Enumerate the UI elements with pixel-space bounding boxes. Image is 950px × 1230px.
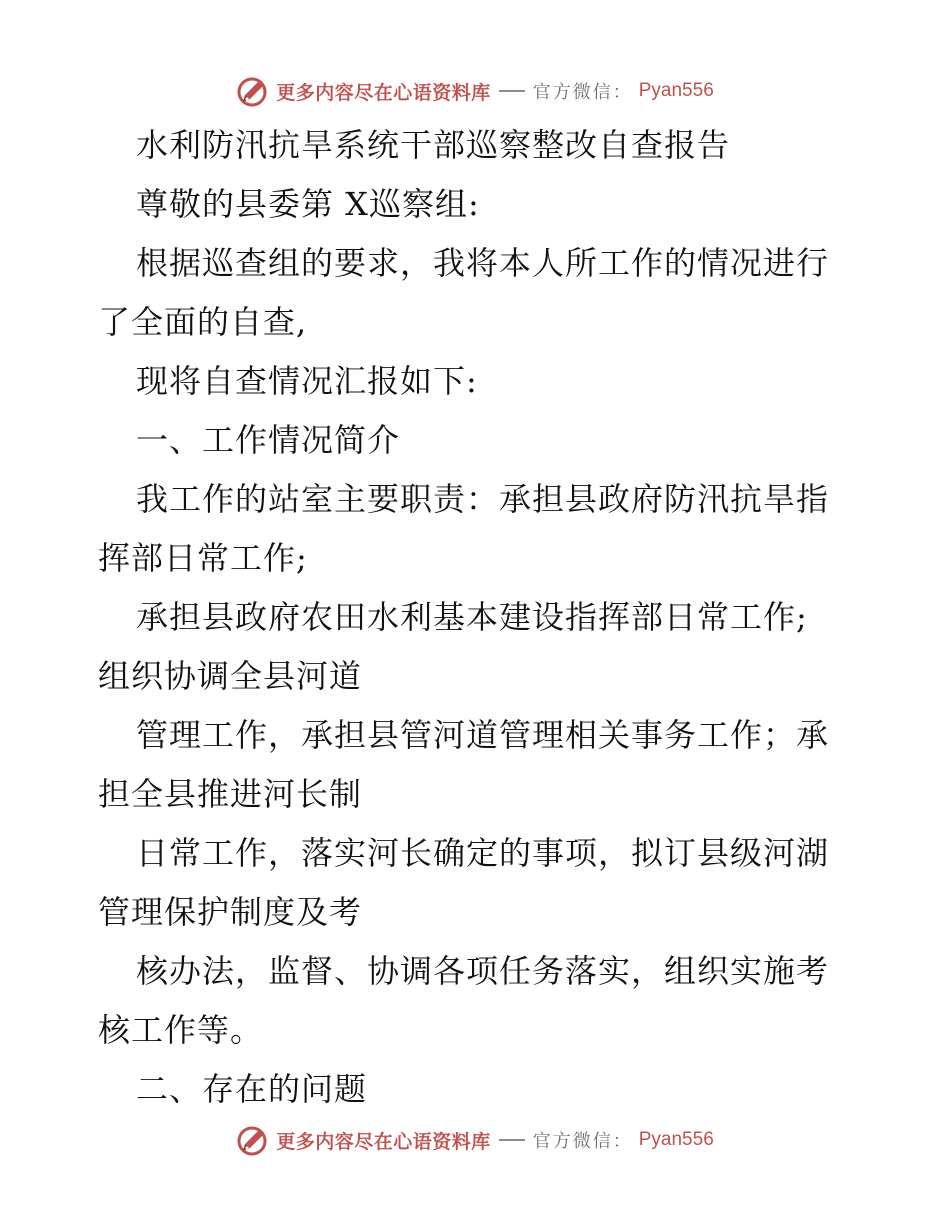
pen-logo-icon [236,1123,270,1157]
paragraph-line: 管理保护制度及考 [98,893,363,931]
paragraph-line: 现将自查情况汇报如下: [136,362,478,400]
paragraph-line: 担全县推进河长制 [98,775,363,813]
watermark-main-text: 更多内容尽在心语资料库 [276,81,491,104]
paragraph-line: 承担县政府农田水利基本建设指挥部日常工作; [136,598,808,636]
watermark-group [236,74,714,108]
paragraph-line: 我工作的站室主要职责：承担县政府防汛抗旱指 [136,480,830,518]
salutation: 尊敬的县委第 X巡察组: [136,185,480,223]
watermark-group [236,1123,714,1157]
footer-watermark [0,1120,950,1160]
watermark-id: Pyan556 [638,80,714,101]
watermark-main-text: 更多内容尽在心语资料库 [276,1130,491,1153]
watermark-dash [499,1139,525,1141]
document-body [98,116,858,1119]
paragraph-line: 管理工作，承担县管河道管理相关事务工作；承 [136,716,830,754]
section-heading: 一、工作情况简介 [136,421,401,459]
paragraph-line: 组织协调全县河道 [98,657,363,695]
paragraph-line: 核办法，监督、协调各项任务落实，组织实施考 [136,952,830,990]
paragraph-line: 挥部日常工作; [98,539,308,577]
document-title: 水利防汛抗旱系统干部巡察整改自查报告 [136,126,731,164]
paragraph-line: 根据巡查组的要求，我将本人所工作的情况进行 [136,244,830,282]
paragraph-line: 核工作等。 [98,1011,264,1049]
watermark-label: 官方微信： [532,82,633,103]
section-heading: 二、存在的问题 [136,1070,368,1108]
watermark-id: Pyan556 [638,1129,714,1150]
pen-logo-icon [236,74,270,108]
header-watermark [0,71,950,111]
paragraph-line: 了全面的自查, [98,303,308,341]
watermark-label: 官方微信： [532,1131,633,1152]
watermark-dash [499,90,525,92]
paragraph-line: 日常工作，落实河长确定的事项，拟订县级河湖 [136,834,830,872]
